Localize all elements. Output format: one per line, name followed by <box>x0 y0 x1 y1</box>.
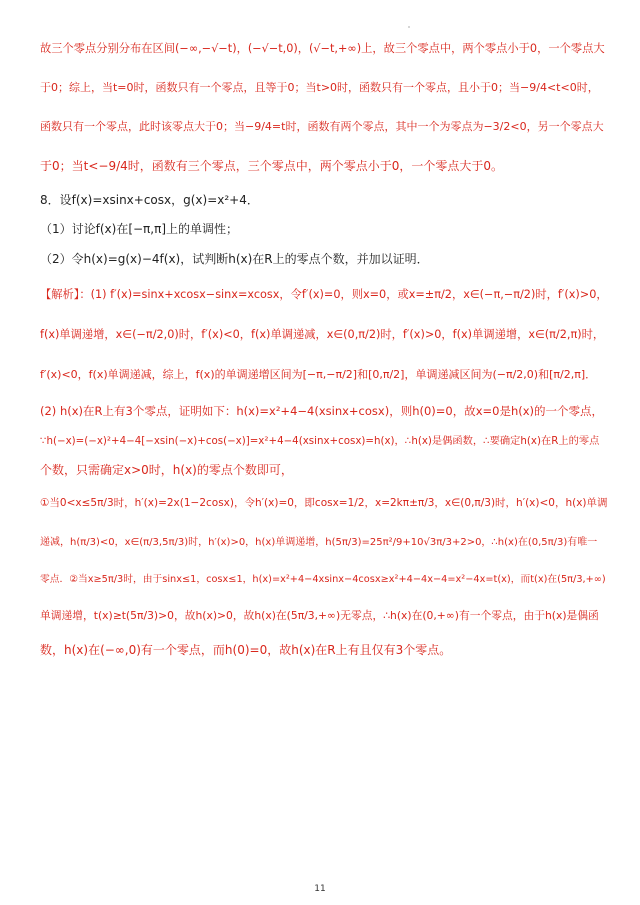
analysis-line-11: 数，h(x)在(−∞,0)有一个零点，而h(0)=0，故h(x)在R上有且仅有3个零点。 <box>40 643 452 657</box>
solution-line-2: 于0；综上，当t=0时，函数只有一个零点，且等于0；当t>0时，函数只有一个零点，且小于0；当−9/4<t<0时， <box>40 81 599 94</box>
analysis-line-8: 递减，h(π/3)<0，x∈(π/3,5π/3)时，h′(x)>0，h(x)单调递增，h(5π/3)=25π²/9+10√3π/3+2>0，∴h(x)在(0,5π/3)有唯一 <box>40 537 598 548</box>
analysis-line-7: ①当0<x≤5π/3时，h′(x)=2x(1−2cosx)，令h′(x)=0，即cosx=1/2，x=2kπ±π/3，x∈(0,π/3)时，h′(x)<0，h(x)单调 <box>40 497 608 509</box>
solution-line-3: 函数只有一个零点，此时该零点大于0；当−9/4=t时，函数有两个零点，其中一个为零点为−3/2<0，另一个零点大 <box>40 120 604 133</box>
analysis-line-5: ∵h(−x)=(−x)²+4−4[−xsin(−x)+cos(−x)]=x²+4−4(xsinx+cosx)=h(x)，∴h(x)是偶函数，∴要确定h(x)在R上的零点 <box>40 435 600 447</box>
scan-speck <box>408 26 410 28</box>
problem-8-part-1: （1）讨论f(x)在[−π,π]上的单调性； <box>40 222 239 236</box>
solution-line-1: 故三个零点分别分布在区间(−∞,−√−t)，(−√−t,0)，(√−t,+∞)上，故三个零点中，两个零点小于0，一个零点大 <box>40 42 605 55</box>
problem-8-part-2: （2）令h(x)=g(x)−4f(x)，试判断h(x)在R上的零点个数，并加以证明． <box>40 252 429 266</box>
analysis-line-9: 零点．②当x≥5π/3时，由于sinx≤1，cosx≤1，h(x)=x²+4−4xsinx−4cosx≥x²+4−4x−4=x²−4x=t(x)，而t(x)在(5π/3,+∞) <box>40 574 606 585</box>
solution-line-4: 于0；当t<−9/4时，函数有三个零点，三个零点中，两个零点小于0，一个零点大于0。 <box>40 159 504 173</box>
analysis-line-1: 【解析】：(1) f′(x)=sinx+xcosx−sinx=xcosx，令f′(x)=0，则x=0，或x=±π/2，x∈(−π,−π/2)时，f′(x)>0， <box>40 288 608 301</box>
analysis-line-10: 单调递增，t(x)≥t(5π/3)>0，故h(x)>0，故h(x)在(5π/3,+∞)无零点，∴h(x)在(0,+∞)有一个零点，由于h(x)是偶函 <box>40 609 599 622</box>
analysis-line-4: (2) h(x)在R上有3个零点，证明如下：h(x)=x²+4−4(xsinx+cosx)，则h(0)=0，故x=0是h(x)的一个零点， <box>40 404 604 418</box>
analysis-line-2: f(x)单调递增，x∈(−π/2,0)时，f′(x)<0，f(x)单调递减，x∈(0,π/2)时，f′(x)>0，f(x)单调递增，x∈(π/2,π)时， <box>40 328 605 341</box>
problem-8-statement: 8．设f(x)=xsinx+cosx，g(x)=x²+4． <box>40 193 259 207</box>
analysis-line-3: f′(x)<0，f(x)单调递减，综上，f(x)的单调递增区间为[−π,−π/2]和[0,π/2]，单调递减区间为(−π/2,0)和[π/2,π]． <box>40 368 597 381</box>
analysis-line-6: 个数，只需确定x>0时，h(x)的零点个数即可， <box>40 463 293 477</box>
page-number: 11 <box>314 884 326 894</box>
